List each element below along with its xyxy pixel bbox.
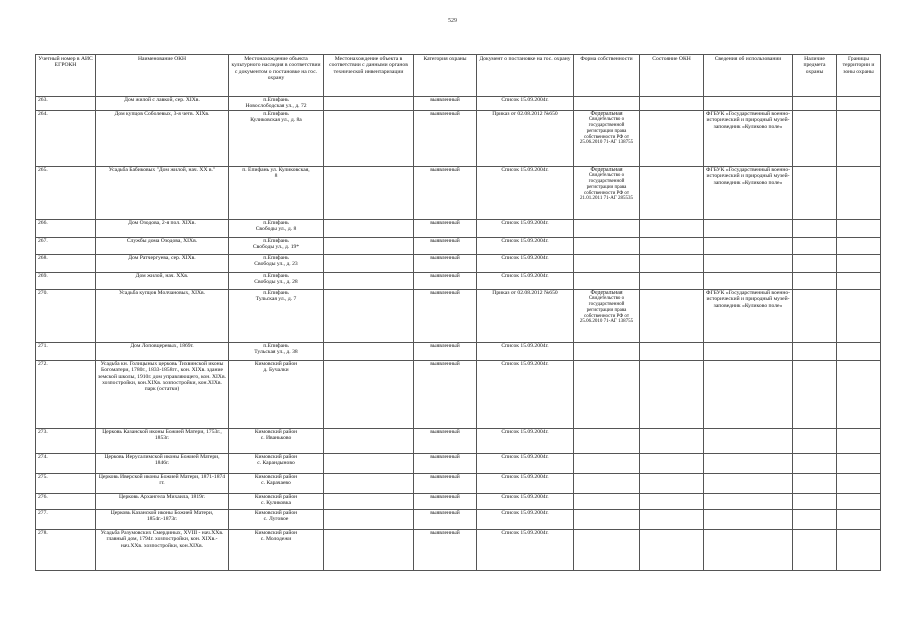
- protection-category: выявленный: [414, 289, 477, 342]
- ownership-type: Федеральная: [590, 166, 623, 173]
- ownership-form: [574, 237, 640, 254]
- object-location: [229, 219, 324, 237]
- protection-category: выявленный: [414, 110, 477, 166]
- record-number: 275.: [36, 473, 96, 493]
- registration-document: Список 15.09.2004г.: [477, 493, 574, 509]
- object-name: Усадьба кн. Голицыных церковь Тихвинской иконы Богоматери, 1780г., 1833-1858гг., кон. XIXв. здание земской школы, 1910г. дом управляющего, кон. XIXв. хозпостройки, кон.XIXв. хозпостройки, кон.XIXв. парк (остатки): [96, 360, 229, 428]
- object-condition: [640, 289, 704, 342]
- territory-boundaries: [837, 453, 881, 473]
- protection-subject: [793, 473, 837, 493]
- protection-category: выявленный: [414, 360, 477, 428]
- object-name: Дом Ратчергуева, сер. XIXв.: [96, 254, 229, 272]
- table-row: [36, 110, 881, 166]
- territory-boundaries: [837, 529, 881, 570]
- territory-boundaries: [837, 473, 881, 493]
- column-header: Местонахождение объекта в соответствии с данными органов технической инвентаризации: [324, 55, 414, 97]
- location-settlement: п. Епифань ул. Куликовская,: [242, 166, 310, 173]
- usage-info: ФГБУК «Государственный военно-исторический и природный музей-заповедник «Куликово поле»: [704, 110, 793, 166]
- location-address: с. Молодежи: [260, 536, 292, 543]
- registration-document: Приказ от 02.08.2012 №650: [477, 289, 574, 342]
- column-header: Учетный номер в АИС ЕГРОКН: [36, 55, 96, 97]
- record-number: 276.: [36, 493, 96, 509]
- territory-boundaries: [837, 493, 881, 509]
- usage-info: ФГБУК «Государственный военно-исторический и природный музей-заповедник «Куликово поле»: [704, 289, 793, 342]
- protection-subject: [793, 529, 837, 570]
- record-number: 264.: [36, 110, 96, 166]
- technical-location: [324, 529, 414, 570]
- table-row: [36, 473, 881, 493]
- record-number: 263.: [36, 97, 96, 111]
- heritage-register-table: [35, 54, 881, 571]
- protection-subject: [793, 166, 837, 219]
- page-number: 529: [448, 18, 457, 24]
- protection-subject: [793, 97, 837, 111]
- technical-location: [324, 289, 414, 342]
- usage-info: [704, 493, 793, 509]
- protection-subject: [793, 428, 837, 453]
- object-location: [229, 428, 324, 453]
- protection-category: выявленный: [414, 428, 477, 453]
- technical-location: [324, 219, 414, 237]
- object-location: [229, 166, 324, 219]
- ownership-form: [574, 529, 640, 570]
- registration-document: Список 15.09.2004г.: [477, 272, 574, 289]
- protection-subject: [793, 289, 837, 342]
- technical-location: [324, 110, 414, 166]
- protection-category: выявленный: [414, 272, 477, 289]
- protection-category: выявленный: [414, 509, 477, 529]
- territory-boundaries: [837, 272, 881, 289]
- object-condition: [640, 219, 704, 237]
- territory-boundaries: [837, 289, 881, 342]
- protection-subject: [793, 342, 837, 360]
- location-settlement: п.Епифань: [263, 342, 289, 349]
- territory-boundaries: [837, 342, 881, 360]
- object-location: [229, 529, 324, 570]
- table-row: [36, 237, 881, 254]
- location-settlement: Кимовский район: [254, 473, 298, 480]
- object-location: [229, 342, 324, 360]
- ownership-type: Федеральная: [590, 289, 623, 296]
- table-row: [36, 360, 881, 428]
- protection-subject: [793, 110, 837, 166]
- table-row: [36, 272, 881, 289]
- location-settlement: Кимовский район: [254, 493, 298, 500]
- technical-location: [324, 272, 414, 289]
- object-location: [229, 97, 324, 111]
- ownership-certificate: Свидетельство о государственной регистрации права собственности РФ от 21.01.2011 71-АГ 285535: [580, 173, 633, 202]
- usage-info: [704, 237, 793, 254]
- technical-location: [324, 509, 414, 529]
- column-header: Наименование ОКН: [96, 55, 229, 97]
- column-header: Документ о постановке на гос. охрану: [477, 55, 574, 97]
- location-settlement: п.Епифань: [263, 289, 289, 296]
- object-name: Дом купцов Соболевых, 3-я четв. XIXв.: [96, 110, 229, 166]
- object-condition: [640, 237, 704, 254]
- ownership-form: [574, 219, 640, 237]
- protection-subject: [793, 493, 837, 509]
- technical-location: [324, 493, 414, 509]
- technical-location: [324, 237, 414, 254]
- object-condition: [640, 473, 704, 493]
- column-header: Наличие предмета охраны: [793, 55, 837, 97]
- object-condition: [640, 272, 704, 289]
- column-header: Категория охраны: [414, 55, 477, 97]
- territory-boundaries: [837, 110, 881, 166]
- usage-info: [704, 342, 793, 360]
- usage-info: [704, 509, 793, 529]
- object-condition: [640, 97, 704, 111]
- table-row: [36, 166, 881, 219]
- object-location: [229, 493, 324, 509]
- territory-boundaries: [837, 237, 881, 254]
- registration-document: Список 15.09.2004г.: [477, 166, 574, 219]
- registration-document: Список 15.09.2004г.: [477, 219, 574, 237]
- object-name: Церковь Иерусалимской иконы Божией Матери, 1846г.: [96, 453, 229, 473]
- object-name: Усадьба Разумовских Смердиных, XVIII - нач.XXв. главный дом, 1794г. хозпостройки, кон. XIXв.- нач.XXв. хозпостройки, кон.XIXв.: [96, 529, 229, 570]
- technical-location: [324, 453, 414, 473]
- ownership-certificate: Свидетельство о государственной регистрации права собственности РФ от 25.06.2010 71-АГ 138755: [579, 117, 634, 146]
- ownership-form: [574, 473, 640, 493]
- object-condition: [640, 254, 704, 272]
- protection-subject: [793, 254, 837, 272]
- registration-document: Список 15.09.2004г.: [477, 254, 574, 272]
- technical-location: [324, 342, 414, 360]
- record-number: 277.: [36, 509, 96, 529]
- location-address: Свободы ул., д. 19*: [252, 244, 300, 251]
- ownership-form: [574, 493, 640, 509]
- object-name: Церковь Иверской иконы Божией Матери, 1871-1874 гг.: [96, 473, 229, 493]
- location-address: Куликовская ул., д. 8а: [250, 117, 302, 124]
- registration-document: Список 15.09.2004г.: [477, 237, 574, 254]
- technical-location: [324, 166, 414, 219]
- ownership-form: [574, 272, 640, 289]
- column-header: Местонахождение объекта культурного наследия в соответствии с документом о постановке на гос. охрану: [229, 55, 324, 97]
- usage-info: [704, 272, 793, 289]
- object-location: [229, 289, 324, 342]
- protection-subject: [793, 237, 837, 254]
- location-settlement: Кимовский район: [254, 428, 298, 435]
- object-condition: [640, 453, 704, 473]
- location-address: Свободы ул., д. 28: [254, 279, 298, 286]
- protection-subject: [793, 272, 837, 289]
- record-number: 271.: [36, 342, 96, 360]
- protection-subject: [793, 453, 837, 473]
- ownership-type: Федеральная: [590, 110, 623, 117]
- ownership-form: [574, 166, 640, 219]
- territory-boundaries: [837, 509, 881, 529]
- object-name: Усадьба купцов Молчановых, XIXв.: [96, 289, 229, 342]
- table-row: [36, 342, 881, 360]
- location-address: с. Карандыново: [257, 460, 295, 467]
- protection-category: выявленный: [414, 342, 477, 360]
- territory-boundaries: [837, 219, 881, 237]
- protection-category: выявленный: [414, 529, 477, 570]
- table-row: [36, 509, 881, 529]
- object-condition: [640, 509, 704, 529]
- location-address: Тульская ул., д. 7: [255, 296, 297, 303]
- registration-document: Список 15.09.2004г.: [477, 453, 574, 473]
- location-settlement: Кимовский район: [254, 509, 298, 516]
- record-number: 265.: [36, 166, 96, 219]
- ownership-form: [574, 342, 640, 360]
- location-settlement: п.Епифань: [263, 272, 289, 279]
- object-name: Дом жилой с лавкой, сер. XIXв.: [96, 97, 229, 111]
- object-name: Дом Озодова, 2-я пол. XIXв.: [96, 219, 229, 237]
- table-row: [36, 219, 881, 237]
- location-address: Тульская ул., д. 38: [254, 349, 298, 356]
- object-condition: [640, 428, 704, 453]
- technical-location: [324, 360, 414, 428]
- object-location: [229, 254, 324, 272]
- ownership-form: [574, 453, 640, 473]
- usage-info: [704, 219, 793, 237]
- column-header: Форма собственности: [574, 55, 640, 97]
- table-row: [36, 254, 881, 272]
- usage-info: [704, 529, 793, 570]
- ownership-form: [574, 428, 640, 453]
- registration-document: Список 15.09.2004г.: [477, 529, 574, 570]
- location-settlement: п.Епифань: [263, 237, 289, 244]
- ownership-form: [574, 110, 640, 166]
- column-header: Сведения об использовании: [704, 55, 793, 97]
- registration-document: Список 15.09.2004г.: [477, 509, 574, 529]
- record-number: 273.: [36, 428, 96, 453]
- usage-info: [704, 473, 793, 493]
- location-settlement: п.Епифань: [263, 110, 289, 117]
- territory-boundaries: [837, 166, 881, 219]
- protection-category: выявленный: [414, 219, 477, 237]
- location-address: Свободы ул., д. 23: [254, 261, 298, 268]
- object-location: [229, 272, 324, 289]
- table-row: [36, 289, 881, 342]
- object-condition: [640, 360, 704, 428]
- table-row: [36, 97, 881, 111]
- object-name: Службы дома Озодова, XIXв.: [96, 237, 229, 254]
- object-condition: [640, 110, 704, 166]
- column-header: Состояние ОКН: [640, 55, 704, 97]
- territory-boundaries: [837, 428, 881, 453]
- territory-boundaries: [837, 360, 881, 428]
- object-condition: [640, 529, 704, 570]
- technical-location: [324, 97, 414, 111]
- object-location: [229, 509, 324, 529]
- record-number: 268.: [36, 254, 96, 272]
- record-number: 278.: [36, 529, 96, 570]
- location-settlement: п.Епифань: [263, 97, 289, 103]
- location-settlement: п.Епифань: [263, 219, 289, 226]
- protection-subject: [793, 509, 837, 529]
- protection-category: выявленный: [414, 453, 477, 473]
- location-address: д. Бучалки: [263, 367, 289, 374]
- registration-document: Список 15.09.2004г.: [477, 97, 574, 111]
- object-name: Дом жилой, нач. XXв.: [96, 272, 229, 289]
- registration-document: Список 15.09.2004г.: [477, 473, 574, 493]
- location-address: с. Луговое: [263, 516, 289, 523]
- object-name: Дом Лоповцеревых, 1869г.: [96, 342, 229, 360]
- protection-subject: [793, 360, 837, 428]
- object-location: [229, 110, 324, 166]
- protection-category: выявленный: [414, 237, 477, 254]
- location-settlement: Кимовский район: [254, 360, 298, 367]
- location-address: Свободы ул., д. 8: [255, 226, 297, 233]
- header-row: [36, 55, 881, 97]
- ownership-certificate: Свидетельство о государственной регистрации права собственности РФ от 25.06.2010 71-АГ 138755: [579, 296, 634, 325]
- usage-info: [704, 254, 793, 272]
- location-address: 8: [274, 173, 278, 180]
- object-location: [229, 473, 324, 493]
- ownership-form: [574, 509, 640, 529]
- object-name: Церковь Казанской иконы Божией Матери, 1753г., 1853г.: [96, 428, 229, 453]
- technical-location: [324, 428, 414, 453]
- record-number: 272.: [36, 360, 96, 428]
- object-name: Церковь Архангела Михаила, 1819г.: [96, 493, 229, 509]
- record-number: 270.: [36, 289, 96, 342]
- usage-info: [704, 453, 793, 473]
- table-body: [36, 97, 881, 571]
- registration-document: Список 15.09.2004г.: [477, 428, 574, 453]
- record-number: 266.: [36, 219, 96, 237]
- location-address: с. Куликовка: [261, 500, 291, 507]
- location-address: Новослободская ул., д. 72: [245, 103, 307, 110]
- object-location: [229, 453, 324, 473]
- technical-location: [324, 254, 414, 272]
- protection-category: выявленный: [414, 97, 477, 111]
- record-number: 274.: [36, 453, 96, 473]
- usage-info: ФГБУК «Государственный военно-исторический и природный музей-заповедник «Куликово поле»: [704, 166, 793, 219]
- usage-info: [704, 428, 793, 453]
- location-address: с. Иваньково: [260, 435, 292, 442]
- object-name: Церковь Казанской иконы Божией Матери, 1854г.-1873г.: [96, 509, 229, 529]
- object-condition: [640, 166, 704, 219]
- object-name: Усадьба Бабиковых "Дом жилой, нач. XX в.": [96, 166, 229, 219]
- location-settlement: п.Епифань: [263, 254, 289, 261]
- record-number: 267.: [36, 237, 96, 254]
- location-settlement: Кимовский район: [254, 453, 298, 460]
- object-location: [229, 360, 324, 428]
- usage-info: [704, 360, 793, 428]
- registration-document: Приказ от 02.08.2012 №650: [477, 110, 574, 166]
- usage-info: [704, 97, 793, 111]
- protection-category: выявленный: [414, 493, 477, 509]
- column-header: Границы территории и зоны охраны: [837, 55, 881, 97]
- object-condition: [640, 493, 704, 509]
- object-location: [229, 237, 324, 254]
- registration-document: Список 15.09.2004г.: [477, 342, 574, 360]
- territory-boundaries: [837, 254, 881, 272]
- table-row: [36, 493, 881, 509]
- ownership-form: [574, 289, 640, 342]
- record-number: 269.: [36, 272, 96, 289]
- technical-location: [324, 473, 414, 493]
- table-row: [36, 529, 881, 570]
- territory-boundaries: [837, 97, 881, 111]
- location-address: с. Карачаево: [261, 480, 291, 487]
- table-row: [36, 428, 881, 453]
- table-row: [36, 453, 881, 473]
- protection-subject: [793, 219, 837, 237]
- ownership-form: [574, 360, 640, 428]
- location-settlement: Кимовский район: [254, 529, 298, 536]
- ownership-form: [574, 97, 640, 111]
- protection-category: выявленный: [414, 473, 477, 493]
- protection-category: выявленный: [414, 254, 477, 272]
- protection-category: выявленный: [414, 166, 477, 219]
- ownership-form: [574, 254, 640, 272]
- object-condition: [640, 342, 704, 360]
- registration-document: Список 15.09.2004г.: [477, 360, 574, 428]
